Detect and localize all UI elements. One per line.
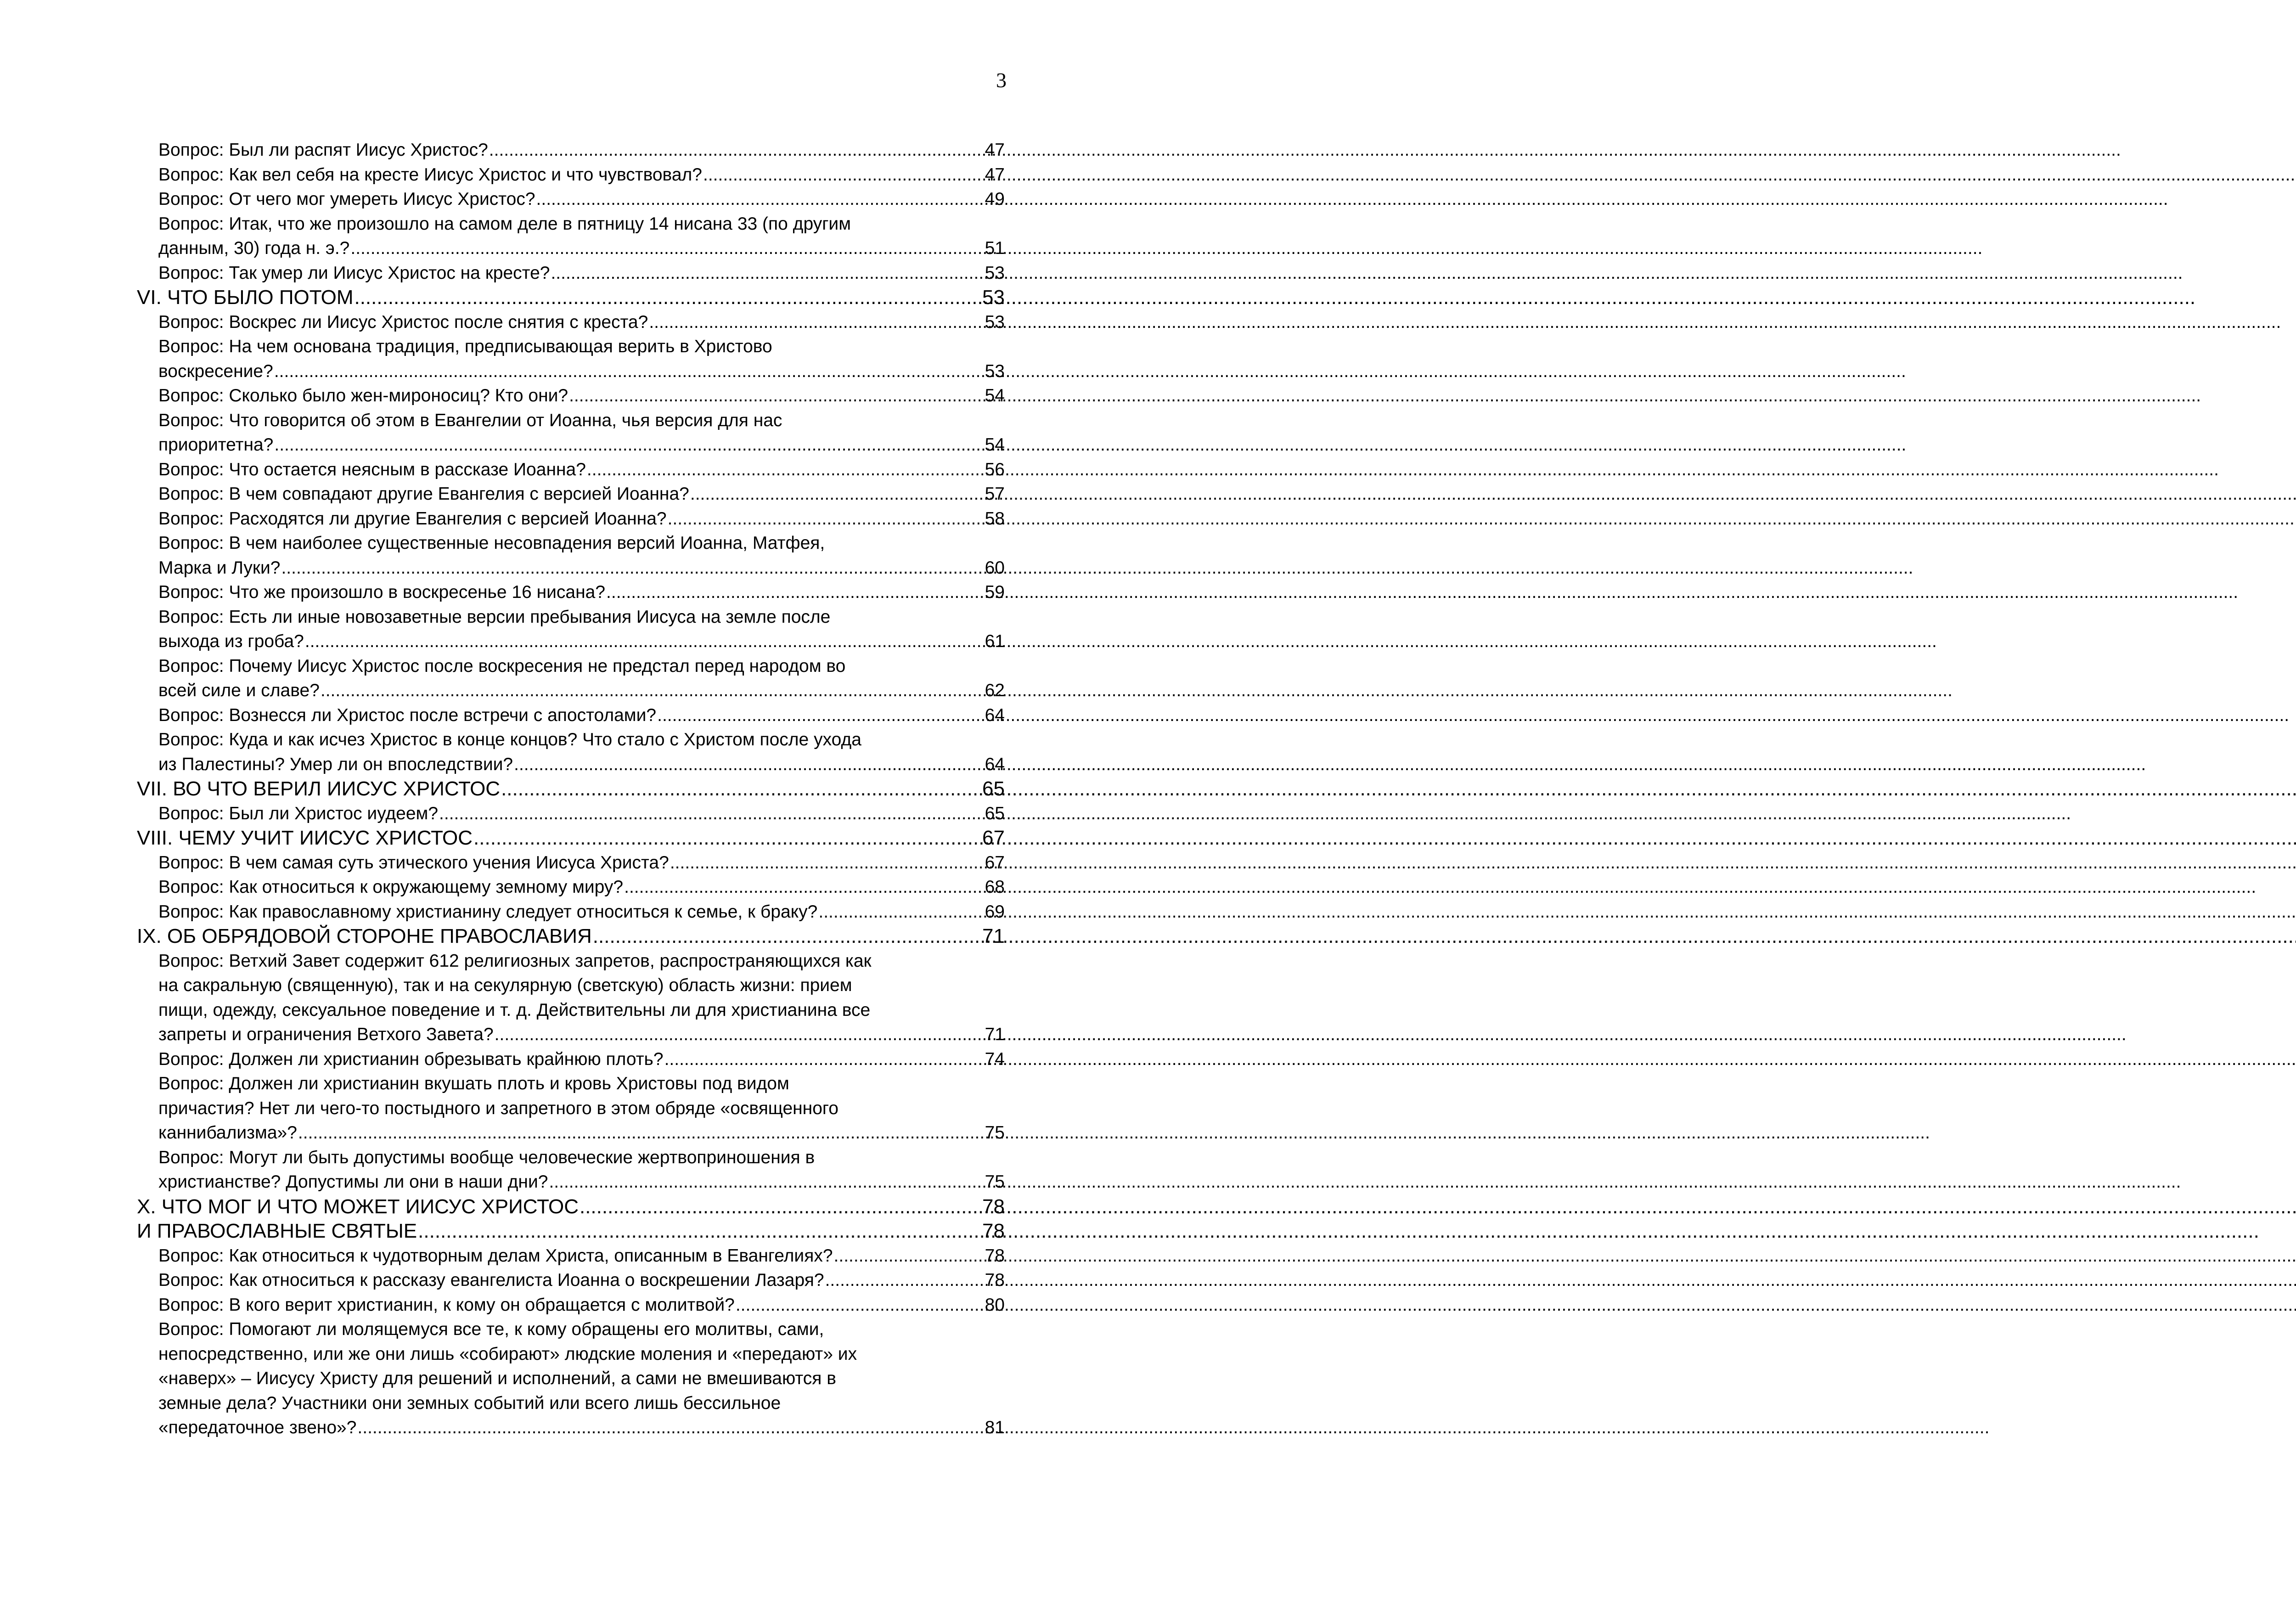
toc-dot-leader (825, 1268, 984, 1293)
toc-page-number: 53 (985, 312, 1005, 332)
toc-page-number: 78 (985, 1270, 1005, 1290)
toc-entry-line: непосредственно, или же они лишь «собирают» людские моления и «передают» их (158, 1344, 857, 1364)
toc-entry-last-line (158, 752, 1005, 777)
toc-page-number: 69 (985, 901, 1005, 922)
toc-question-entry[interactable] (137, 703, 1005, 728)
toc-question-entry[interactable] (137, 1145, 1005, 1194)
toc-page-number: 67 (982, 827, 1005, 849)
toc-question-entry[interactable] (137, 1071, 1005, 1145)
table-of-contents (137, 138, 1005, 1440)
toc-page-number: 65 (982, 777, 1005, 800)
toc-page-number: 78 (985, 1245, 1005, 1266)
toc-entry-title: Вопрос: Так умер ли Иисус Христос на кресте? (158, 263, 550, 283)
toc-dot-leader (703, 163, 984, 187)
toc-entry-last-line (158, 556, 1005, 580)
toc-question-entry[interactable] (137, 875, 1005, 900)
toc-entry-last-line (158, 1415, 1005, 1440)
toc-dot-leader (549, 1170, 984, 1194)
toc-entry-line: на сакральную (священную), так и на секулярную (светскую) область жизни: прием (158, 975, 852, 995)
toc-section-entry[interactable] (137, 826, 1005, 851)
toc-entry-last-line (158, 1121, 1005, 1145)
toc-entry-title: Вопрос: Расходятся ли другие Евангелия с версией Иоанна? (158, 508, 667, 529)
toc-question-entry[interactable] (137, 1268, 1005, 1293)
toc-page-number: 57 (985, 484, 1005, 504)
toc-dot-leader (418, 1219, 981, 1244)
toc-page-number: 53 (985, 361, 1005, 381)
toc-question-entry[interactable] (137, 187, 1005, 212)
toc-dot-leader (606, 580, 984, 605)
toc-dot-leader (649, 310, 984, 335)
toc-question-entry[interactable] (137, 1317, 1005, 1440)
toc-dot-leader (670, 851, 984, 875)
toc-entry-title: Вопрос: В чем совпадают другие Евангелия с версией Иоанна? (158, 484, 689, 504)
toc-entry-title: X. ЧТО МОГ И ЧТО МОЖЕТ ИИСУС ХРИСТОС (137, 1195, 579, 1218)
toc-entry-line: Вопрос: Есть ли иные новозаветные версии пребывания Иисуса на земле после (158, 607, 831, 627)
toc-dot-leader (274, 433, 984, 457)
toc-entry-last-line (158, 629, 1005, 654)
toc-question-entry[interactable] (137, 457, 1005, 482)
toc-entry-line: Вопрос: Почему Иисус Христос после воскресения не предстал перед народом во (158, 656, 846, 676)
toc-entry-title: Вопрос: Воскрес ли Иисус Христос после снятия с креста? (158, 312, 648, 332)
toc-page-number: 78 (982, 1195, 1005, 1218)
toc-question-entry[interactable] (137, 1047, 1005, 1072)
toc-entry-title: каннибализма»? (158, 1123, 297, 1143)
toc-page-number: 65 (985, 803, 1005, 823)
toc-entry-title: Вопрос: Что же произошло в воскресенье 16 нисана? (158, 582, 606, 602)
toc-entry-title: Вопрос: Что остается неясным в рассказе Иоанна? (158, 459, 586, 479)
toc-page-number: 58 (985, 508, 1005, 529)
toc-entry-title: Вопрос: Был ли распят Иисус Христос? (158, 140, 488, 160)
toc-question-entry[interactable] (137, 1293, 1005, 1318)
toc-entry-title: из Палестины? Умер ли он впоследствии? (158, 754, 513, 774)
toc-dot-leader (587, 457, 984, 482)
toc-dot-leader (305, 629, 984, 654)
toc-page-number: 47 (985, 164, 1005, 185)
toc-entry-title: VII. ВО ЧТО ВЕРИЛ ИИСУС ХРИСТОС (137, 777, 501, 800)
toc-dot-leader (593, 924, 981, 949)
toc-entry-line: Вопрос: Ветхий Завет содержит 612 религиозных запретов, распространяющихся как (158, 951, 872, 971)
toc-section-entry[interactable] (137, 285, 1005, 310)
toc-page-number: 75 (985, 1172, 1005, 1192)
toc-entry-title: данным, 30) года н. э.? (158, 238, 350, 258)
toc-page-number: 59 (985, 582, 1005, 602)
toc-dot-leader (281, 556, 984, 580)
toc-dot-leader (298, 1121, 984, 1145)
toc-entry-title: VIII. ЧЕМУ УЧИТ ИИСУС ХРИСТОС (137, 827, 473, 849)
toc-entry-title: Вопрос: Как относиться к рассказу евангелиста Иоанна о воскрешении Лазаря? (158, 1270, 824, 1290)
toc-section-entry[interactable] (137, 1194, 1005, 1219)
toc-section-entry[interactable] (137, 777, 1005, 801)
toc-entry-line: Вопрос: На чем основана традиция, предписывающая верить в Христово (158, 337, 772, 356)
toc-page-number: 53 (982, 286, 1005, 309)
toc-page-number: 68 (985, 877, 1005, 897)
toc-section-entry[interactable] (137, 1219, 1005, 1244)
toc-entry-title: Вопрос: Как православному христианину следует относиться к семье, к браку? (158, 901, 818, 922)
toc-question-entry[interactable] (137, 900, 1005, 924)
toc-dot-leader (536, 187, 984, 212)
toc-page-number: 71 (985, 1025, 1005, 1044)
toc-entry-line: Вопрос: Итак, что же произошло на самом деле в пятницу 14 нисана 33 (по другим (158, 214, 851, 234)
toc-entry-line: Вопрос: Куда и как исчез Христос в конце концов? Что стало с Христом после ухода (158, 730, 861, 749)
toc-section-entry[interactable] (137, 924, 1005, 949)
toc-question-entry[interactable] (137, 654, 1005, 703)
toc-question-entry[interactable] (137, 605, 1005, 654)
toc-page-number: 71 (982, 925, 1005, 947)
toc-page-number: 62 (985, 681, 1005, 700)
toc-page-number: 54 (985, 386, 1005, 406)
toc-question-entry[interactable] (137, 1244, 1005, 1268)
toc-dot-leader (834, 1244, 984, 1268)
toc-entry-title: всей силе и славе? (158, 681, 320, 700)
toc-page-number: 80 (985, 1295, 1005, 1315)
toc-page-number: 64 (985, 754, 1005, 774)
toc-entry-line: «наверх» – Иисусу Христу для решений и исполнений, а сами не вмешиваются в (158, 1369, 836, 1388)
toc-entry-title: И ПРАВОСЛАВНЫЕ СВЯТЫЕ (137, 1220, 417, 1242)
toc-entry-title: выхода из гроба? (158, 631, 304, 651)
toc-entry-line: Вопрос: В чем наиболее существенные несовпадения версий Иоанна, Матфея, (158, 533, 825, 553)
toc-question-entry[interactable] (137, 531, 1005, 580)
toc-entry-title: воскресение? (158, 361, 273, 381)
toc-entry-title: христианстве? Допустимы ли они в наши дни? (158, 1172, 548, 1192)
toc-entry-title: Вопрос: Как относиться к чудотворным делам Христа, описанным в Евангелиях? (158, 1245, 833, 1266)
toc-page-number: 61 (985, 631, 1005, 651)
toc-entry-title: Вопрос: Должен ли христианин обрезывать крайнюю плоть? (158, 1049, 664, 1069)
toc-entry-title: Вопрос: Вознесся ли Христос после встречи с апостолами? (158, 705, 657, 725)
toc-dot-leader (551, 261, 984, 286)
toc-entry-last-line (158, 678, 1005, 703)
toc-entry-line: Вопрос: Помогают ли молящемуся все те, к кому обращены его молитвы, сами, (158, 1319, 824, 1339)
toc-dot-leader (664, 1047, 984, 1072)
toc-entry-title: Вопрос: Был ли Христос иудеем? (158, 803, 439, 823)
toc-entry-title: запреты и ограничения Ветхого Завета? (158, 1025, 494, 1044)
toc-question-entry[interactable] (137, 163, 1005, 187)
toc-page-number: 60 (985, 558, 1005, 578)
toc-dot-leader (274, 359, 984, 384)
toc-question-entry[interactable] (137, 408, 1005, 457)
toc-dot-leader (439, 801, 984, 826)
toc-question-entry[interactable] (137, 138, 1005, 163)
toc-entry-title: «передаточное звено»? (158, 1418, 357, 1437)
toc-question-entry[interactable] (137, 580, 1005, 605)
toc-page-number: 74 (985, 1049, 1005, 1069)
toc-dot-leader (321, 678, 984, 703)
toc-dot-leader (569, 383, 984, 408)
toc-question-entry[interactable] (137, 801, 1005, 826)
toc-entry-last-line (158, 1022, 1005, 1047)
toc-dot-leader (354, 285, 981, 310)
toc-dot-leader (473, 826, 981, 851)
toc-question-entry[interactable] (137, 851, 1005, 875)
toc-entry-title: IX. ОБ ОБРЯДОВОЙ СТОРОНЕ ПРАВОСЛАВИЯ (137, 925, 592, 947)
toc-question-entry[interactable] (137, 310, 1005, 335)
toc-question-entry[interactable] (137, 507, 1005, 531)
toc-entry-title: Вопрос: Как относиться к окружающему земному миру? (158, 877, 624, 897)
toc-page-number: 56 (985, 459, 1005, 479)
toc-entry-last-line (158, 1170, 1005, 1194)
toc-entry-line: земные дела? Участники они земных событий или всего лишь бессильное (158, 1393, 781, 1413)
toc-dot-leader (690, 482, 984, 507)
toc-entry-title: Вопрос: От чего мог умереть Иисус Христос? (158, 189, 535, 209)
toc-question-entry[interactable] (137, 949, 1005, 1047)
toc-entry-line: Вопрос: Должен ли христианин вкушать плоть и кровь Христовы под видом (158, 1074, 789, 1093)
toc-entry-title: Вопрос: В чем самая суть этического учения Иисуса Христа? (158, 852, 669, 873)
toc-entry-line: пищи, одежду, сексуальное поведение и т. д. Действительны ли для христианина все (158, 1000, 871, 1020)
toc-page-number: 67 (985, 852, 1005, 873)
toc-entry-last-line (158, 433, 1005, 457)
page-number: 3 (996, 68, 1007, 92)
toc-page-number: 81 (985, 1418, 1005, 1437)
toc-page-number: 53 (985, 263, 1005, 283)
toc-dot-leader (514, 752, 984, 777)
toc-dot-leader (818, 900, 984, 924)
toc-entry-title: VI. ЧТО БЫЛО ПОТОМ (137, 286, 354, 309)
toc-entry-line: Вопрос: Что говорится об этом в Евангелии от Иоанна, чья версия для нас (158, 410, 782, 430)
toc-entry-title: приоритетна? (158, 435, 274, 455)
toc-entry-title: Вопрос: Как вел себя на кресте Иисус Христос и что чувствовал? (158, 164, 702, 185)
toc-entry-line: причастия? Нет ли чего-то постыдного и запретного в этом обряде «освященного (158, 1098, 838, 1118)
toc-page-number: 49 (985, 189, 1005, 209)
toc-dot-leader (736, 1293, 984, 1318)
toc-question-entry[interactable] (137, 334, 1005, 383)
toc-dot-leader (501, 777, 981, 801)
toc-question-entry[interactable] (137, 261, 1005, 286)
toc-dot-leader (668, 507, 984, 531)
toc-dot-leader (350, 236, 984, 261)
toc-page-number: 78 (982, 1220, 1005, 1242)
toc-entry-line: Вопрос: Могут ли быть допустимы вообще человеческие жертвоприношения в (158, 1147, 815, 1167)
toc-page-number: 51 (985, 238, 1005, 258)
toc-dot-leader (624, 875, 984, 900)
toc-page-number: 47 (985, 140, 1005, 160)
toc-question-entry[interactable] (137, 383, 1005, 408)
toc-dot-leader (657, 703, 984, 728)
toc-dot-leader (357, 1415, 984, 1440)
toc-entry-last-line (158, 236, 1005, 261)
toc-question-entry[interactable] (137, 212, 1005, 261)
toc-question-entry[interactable] (137, 482, 1005, 507)
toc-question-entry[interactable] (137, 727, 1005, 777)
toc-entry-last-line (158, 359, 1005, 384)
toc-page-number: 54 (985, 435, 1005, 455)
toc-page-number: 64 (985, 705, 1005, 725)
toc-dot-leader (495, 1022, 984, 1047)
toc-entry-title: Вопрос: В кого верит христианин, к кому он обращается с молитвой? (158, 1295, 735, 1315)
toc-dot-leader (580, 1194, 981, 1219)
toc-entry-title: Вопрос: Сколько было жен-мироносиц? Кто они? (158, 386, 568, 406)
toc-dot-leader (489, 138, 984, 163)
toc-page-number: 75 (985, 1123, 1005, 1143)
toc-entry-title: Марка и Луки? (158, 558, 281, 578)
